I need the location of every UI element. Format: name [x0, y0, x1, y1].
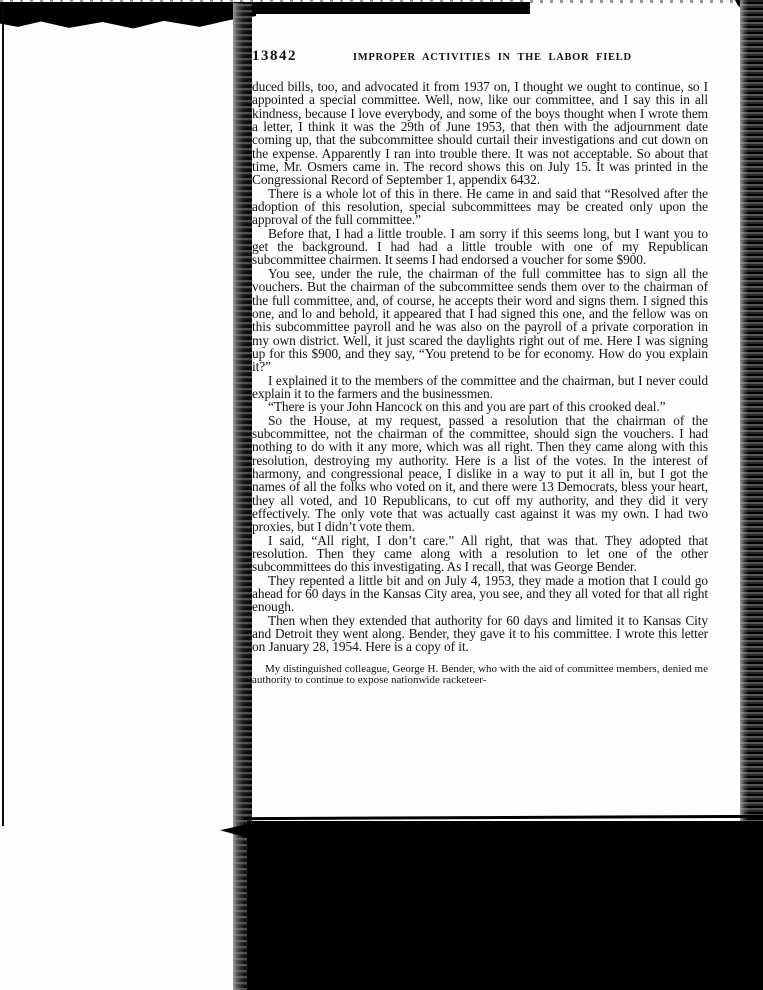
- scan-bottom-edge-line: [244, 815, 763, 820]
- paragraph: I explained it to the members of the committee and the chairman, but I never could explain it to the farmers and the businessmen.: [252, 372, 708, 401]
- page-number: 13842: [252, 48, 297, 64]
- paragraph: duced bills, too, and advocated it from 1937 on, I thought we ought to continue, so I appointed a special committee. Well, now, like our committee, and I say this in all kindness, because I love everybody, and some of the boys thought when I wrote them a letter, I think it was the 29th of June 1953, that then with the adjournment date coming up, that the subcommittee should curtail their investigations and cut down on the expense. Apparently I ran into trouble there. It was not acceptable. So about that time, Mr. Osmers came in. The record shows this on July 15. It was printed in the Congressional Record of September 1, appendix 6432.: [252, 79, 708, 188]
- paragraph: You see, under the rule, the chairman of the full committee has to sign all the vouchers. But the chairman of the subcommittee sends them over to the chairman of the full committee, and, of course, he accepts their word and signs them. I signed this one, and lo and behold, it appeared that I had signed this one, and the fellow was on this subcommittee payroll and he was also on the payroll of a private corporation in my own district. Well, it just scared the daylights right out of me. Here I was signing up for this $900, and they say, “You pretend to be for economy. How do you explain it?”: [252, 265, 708, 375]
- left-page-border-line: [2, 10, 4, 826]
- scan-bottom-black-region: [247, 821, 763, 990]
- running-title: IMPROPER ACTIVITIES IN THE LABOR FIELD: [353, 52, 632, 63]
- paragraph: They repented a little bit and on July 4, 1953, they made a motion that I could go ahead for 60 days in the Kansas City area, you see, and they all voted for that all right enough.: [252, 572, 708, 615]
- paragraph: So the House, at my request, passed a resolution that the chairman of the subcommittee, not the chairman of the committee, should sign the vouchers. I had nothing to do with it any more, which was all right. Then they came along with this resolution, destroying my authority. Here is a list of the votes. In the interest of harmony, and congressional peace, I dislike in a way to put it all in, but I got the names of all the folks who voted on it, and there were 13 Democrats, bless your heart, they all voted, and 10 Republicans, to cut off my authority, and they did it very effectively. The only vote that was actually cast against it was my own. I had two proxies, but I didn’t vote them.: [252, 412, 708, 535]
- page-header: [252, 48, 708, 65]
- small-print-paragraph: My distinguished colleague, George H. Bender, who with the aid of committee members, denied me authority to continue to expose nationwide racketeer-: [252, 662, 708, 687]
- paragraph: Then when they extended that authority for 60 days and limited it to Kansas City and Detroit they went along. Bender, they gave it to his committee. I wrote this letter on January 28, 1954. Here is a copy of it.: [252, 612, 708, 655]
- paragraph: There is a whole lot of this in there. He came in and said that “Resolved after the adoption of this resolution, special subcommittees may be created only upon the approval of the full committee.”: [252, 185, 708, 228]
- body-text: [252, 80, 708, 687]
- paragraph: “There is your John Hancock on this and you are part of this crooked deal.”: [268, 399, 666, 415]
- paragraph: I said, “All right, I don’t care.” All right, that was that. They adopted that resolution. Then they came along with a resolution to let one of the other subcommittees do this investigating. As I recall, that was George Bender.: [252, 532, 708, 575]
- paragraph: Before that, I had a little trouble. I am sorry if this seems long, but I want you to get the background. I had had a little trouble with one of my Republican subcommittee chairmen. It seems I had endorsed a voucher for some $900.: [252, 225, 708, 268]
- scan-top-left-black-bar: [0, 2, 256, 29]
- printed-text-page: [252, 48, 708, 687]
